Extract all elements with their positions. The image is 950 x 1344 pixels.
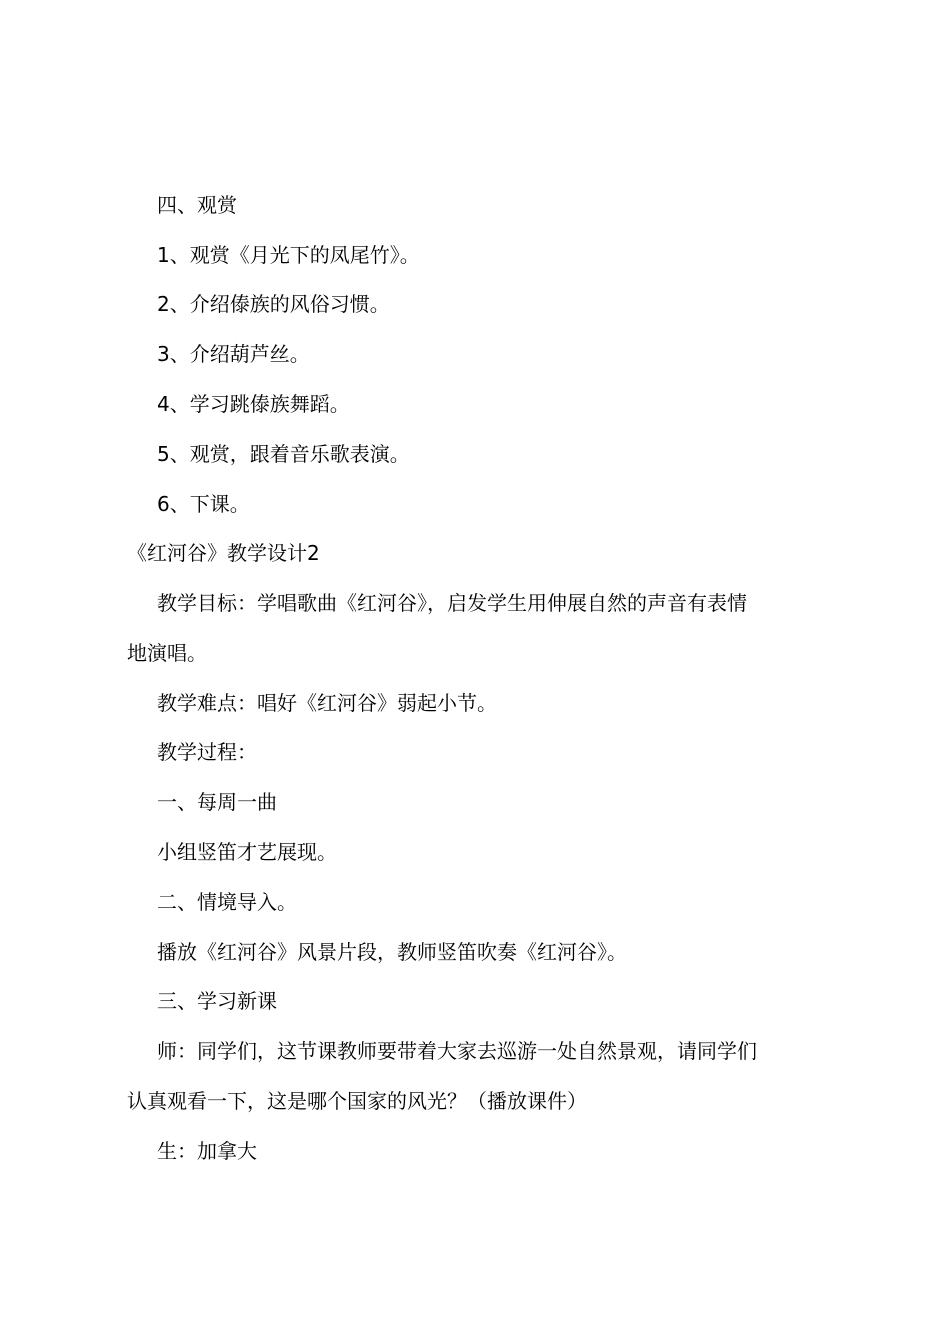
paragraph-line: 教学过程： [157, 740, 257, 764]
list-item: 1、观赏《月光下的凤尾竹》。 [157, 243, 420, 267]
list-item: 4、学习跳傣族舞蹈。 [157, 392, 350, 416]
paragraph-line: 小组竖笛才艺展现。 [157, 840, 337, 864]
section-heading: 二、情境导入。 [157, 890, 297, 914]
document-title: 《红河谷》教学设计2 [127, 541, 320, 565]
paragraph-line: 地演唱。 [127, 641, 207, 665]
paragraph-line: 师：同学们，这节课教师要带着大家去巡游一处自然景观，请同学们 [157, 1039, 757, 1063]
paragraph-line: 认真观看一下，这是哪个国家的风光？（播放课件） [127, 1089, 587, 1113]
section-heading-appreciate: 四、观赏 [157, 193, 237, 217]
list-item: 6、下课。 [157, 492, 250, 516]
paragraph-line: 生：加拿大 [157, 1139, 257, 1163]
paragraph-line: 教学难点：唱好《红河谷》弱起小节。 [157, 691, 497, 715]
list-item: 2、介绍傣族的风俗习惯。 [157, 292, 390, 316]
section-heading: 一、每周一曲 [157, 790, 277, 814]
section-heading: 三、学习新课 [157, 989, 277, 1013]
paragraph-line: 教学目标：学唱歌曲《红河谷》，启发学生用伸展自然的声音有表情 [157, 591, 747, 615]
list-item: 3、介绍葫芦丝。 [157, 342, 310, 366]
list-item: 5、观赏，跟着音乐歌表演。 [157, 442, 410, 466]
paragraph-line: 播放《红河谷》风景片段，教师竖笛吹奏《红河谷》。 [157, 940, 627, 964]
